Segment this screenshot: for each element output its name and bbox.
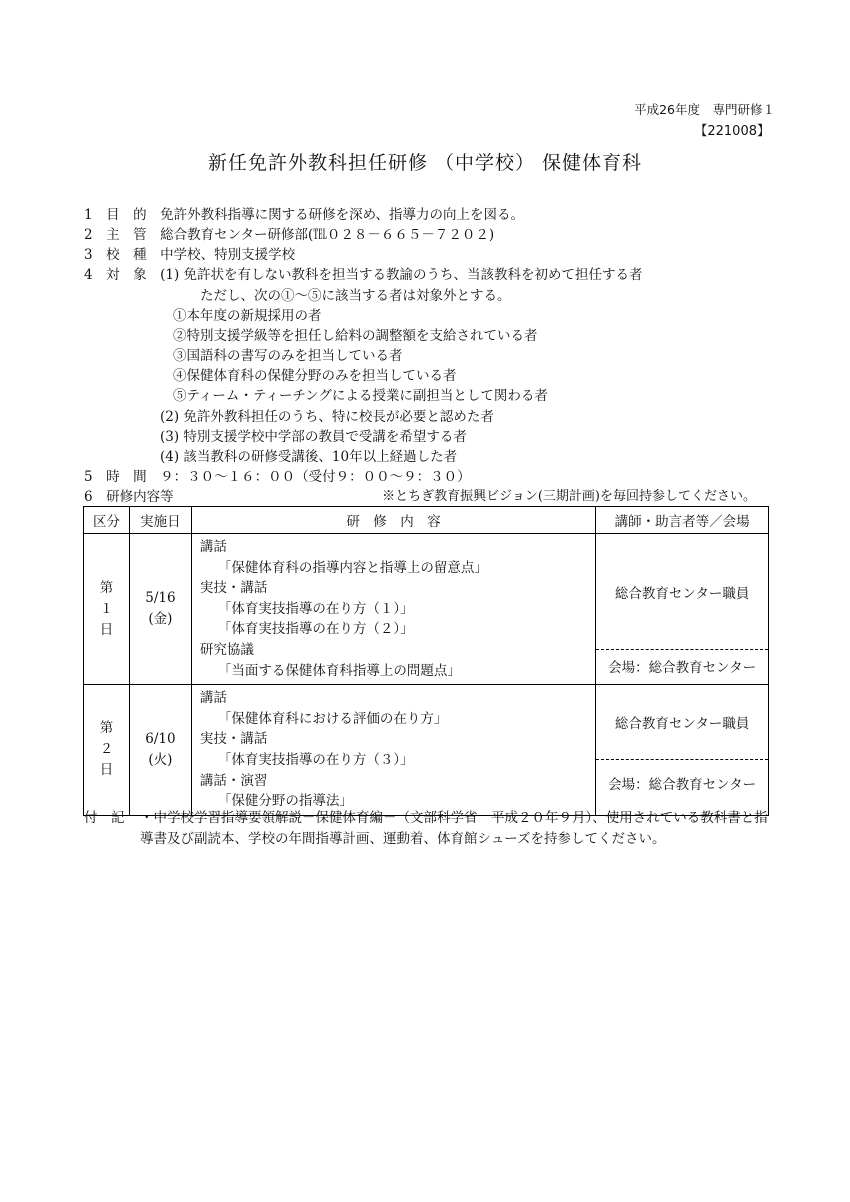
header-division: 区分 [84,507,130,534]
date: 6/10 [145,730,176,747]
table-row-day2 [84,685,769,816]
lecturer: 総合教育センター職員 [596,534,768,650]
weekday: (金) [148,611,173,628]
item-content-heading: 6 研修内容等 [84,489,174,505]
item-target-2: (2) 免許外教科担任のうち、特に校長が必要と認めた者 [160,409,494,425]
content-line: 実技・講話 [199,580,268,597]
lecturer: 総合教育センター職員 [596,685,768,760]
header-lecturer-venue: 講師・助言者等／会場 [596,507,769,534]
table-row-day1 [84,534,769,685]
lecturer-venue-cell [596,534,769,685]
exclusion-item: ⑤ティーム・ティーチングによる授業に副担当として関わる者 [173,388,548,404]
course-code: 【221008】 [694,124,770,139]
header-date: 実施日 [129,507,191,534]
content-line: 講話 [199,539,227,555]
content-line: 研究協議 [199,641,254,658]
venue: 会場：総合教育センター [608,777,757,794]
date-cell [129,685,191,816]
footer-label: 付 記 [84,810,125,826]
lecturer-venue-cell [596,685,769,816]
footer-note [84,808,774,850]
content-line: 「当面する保健体育科指導上の問題点」 [217,662,461,679]
weekday: (火) [148,751,173,768]
content-line: 「体育実技指導の在り方（２）」 [217,621,414,638]
content-line: 実技・講話 [199,731,268,748]
item-purpose: 1 目 的 免許外教科指導に関する研修を深め、指導力の向上を図る。 [84,207,525,223]
table-header-row [84,507,769,534]
header-content: 研 修 内 容 [191,507,595,534]
page-title: 新任免許外教科担任研修 （中学校） 保健体育科 [207,152,643,174]
footer-text: ・中学校学習指導要領解説－保健体育編－（文部科学省 平成２０年９月）、使用されている教科書と指導書及び副読本、学校の年間指導計画、運動着、体育館シューズを持参してください。 [140,810,768,847]
content-line: 「体育実技指導の在り方（１）」 [217,600,414,617]
exclusion-item: ④保健体育科の保健分野のみを担当している者 [173,368,457,384]
item-time: 5 時 間 ９：３０～１６：００（受付９：００～９：３０） [84,469,471,485]
content-line: 講話・演習 [199,772,268,789]
content-cell [191,534,595,685]
item-host: 2 主 管 総合教育センター研修部(℡０２８－６６５－７２０２) [84,227,495,243]
exclusion-item: ②特別支援学級等を担任し給料の調整額を支給されている者 [173,328,538,344]
content-cell [191,685,595,816]
day-label: 第 １ 日 [84,534,130,685]
course-year-label: 平成26年度 専門研修１ [634,102,775,117]
item-school-type: 3 校 種 中学校、特別支援学校 [84,247,296,263]
item-target-3: (3) 特別支援学校中学部の教員で受講を希望する者 [160,429,467,445]
exclusion-item: ③国語科の書写のみを担当している者 [173,348,403,364]
item-target-1: 4 対 象 (1) 免許状を有しない教科を担当する教諭のうち、当該教科を初めて担任する者 [84,267,643,283]
day-label: 第 ２ 日 [84,685,130,816]
venue: 会場：総合教育センター [608,659,757,676]
exclusion-item: ①本年度の新規採用の者 [173,308,322,324]
date-cell [129,534,191,685]
content-line: 「保健体育科の指導内容と指導上の留意点」 [217,559,488,576]
content-line: 「保健体育科における評価の在り方」 [217,710,448,727]
vision-note: ※とちぎ教育振興ビジョン(三期計画)を毎回持参してください。 [382,489,756,504]
schedule-table [83,506,769,816]
content-line: 講話 [199,690,227,707]
date: 5/16 [145,590,176,607]
content-line: 「体育実技指導の在り方（３）」 [217,751,414,768]
content-line: 「保健分野の指導法」 [217,793,353,810]
item-target-4: (4) 該当教科の研修受講後、10年以上経過した者 [160,449,458,465]
item-target-1-note: ただし、次の①～⑤に該当する者は対象外とする。 [200,288,511,304]
